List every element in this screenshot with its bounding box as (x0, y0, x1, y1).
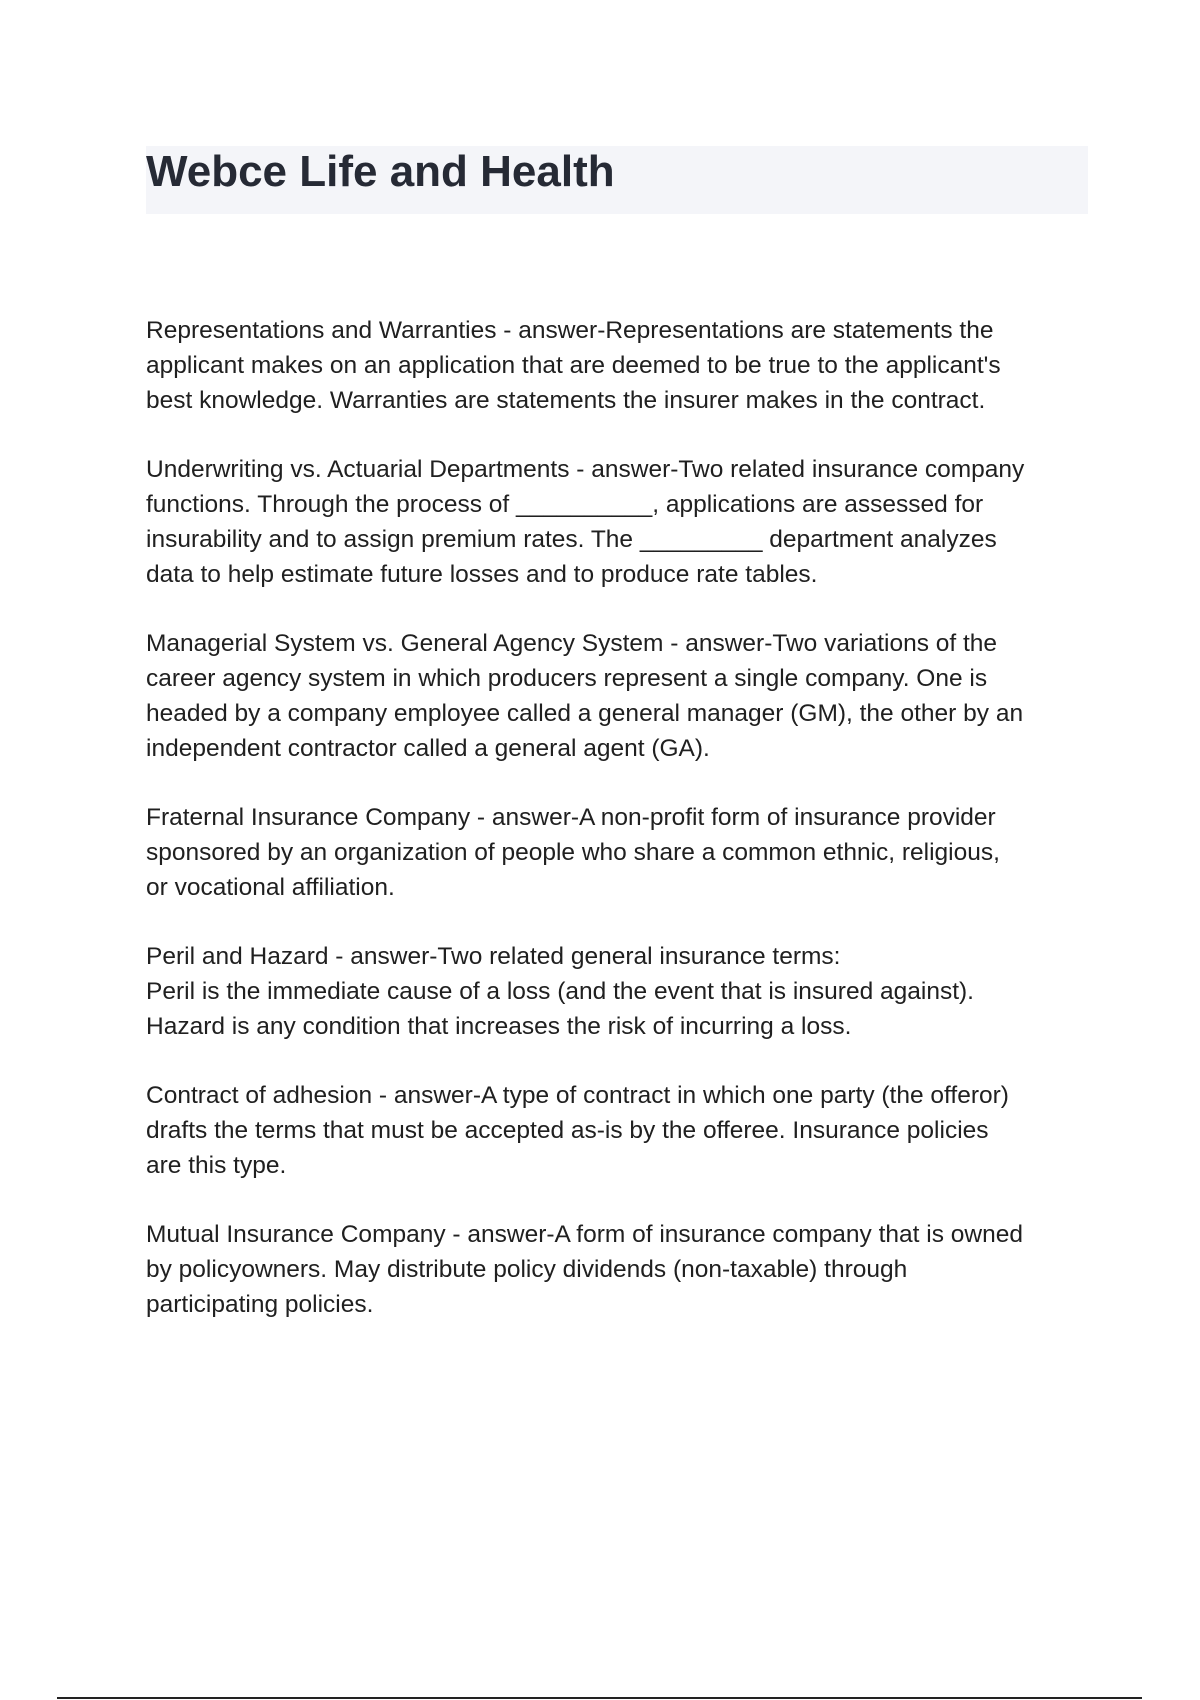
entry-line: Mutual Insurance Company - answer-A form of insurance company that is owned (146, 1221, 1023, 1248)
entry-line: Peril and Hazard - answer-Two related general insurance terms: (146, 943, 841, 970)
entry-line: drafts the terms that must be accepted as-is by the offeree. Insurance policies (146, 1117, 989, 1144)
title-banner (146, 146, 1088, 214)
page-title: Webce Life and Health (146, 147, 615, 196)
entry-line: Fraternal Insurance Company - answer-A non-profit form of insurance provider (146, 804, 996, 831)
entry-line: participating policies. (146, 1291, 374, 1318)
entry-mutual-insurance (146, 1217, 1096, 1322)
entry-line: Contract of adhesion - answer-A type of contract in which one party (the offeror) (146, 1082, 1009, 1109)
entry-underwriting-actuarial (146, 452, 1096, 592)
flashcard-list (146, 313, 1096, 1356)
entry-line: functions. Through the process of __________, applications are assessed for (146, 491, 984, 518)
entry-line: headed by a company employee called a general manager (GM), the other by an (146, 700, 1024, 727)
entry-representations-warranties (146, 313, 1096, 418)
entry-peril-hazard (146, 939, 1096, 1044)
entry-line: Hazard is any condition that increases the risk of incurring a loss. (146, 1013, 852, 1040)
entry-contract-of-adhesion (146, 1078, 1096, 1183)
entry-line: applicant makes on an application that are deemed to be true to the applicant's (146, 352, 1001, 379)
entry-line: career agency system in which producers represent a single company. One is (146, 665, 988, 692)
footer-divider (57, 1697, 1142, 1699)
entry-line: Representations and Warranties - answer-Representations are statements the (146, 317, 994, 344)
entry-managerial-general-agency (146, 626, 1096, 766)
entry-line: independent contractor called a general agent (GA). (146, 735, 710, 762)
entry-line: data to help estimate future losses and to produce rate tables. (146, 561, 818, 588)
entry-line: sponsored by an organization of people who share a common ethnic, religious, (146, 839, 1000, 866)
entry-line: best knowledge. Warranties are statements the insurer makes in the contract. (146, 387, 986, 414)
entry-line: or vocational affiliation. (146, 874, 395, 901)
entry-line: are this type. (146, 1152, 287, 1179)
entry-line: Peril is the immediate cause of a loss (and the event that is insured against). (146, 978, 974, 1005)
entry-line: Underwriting vs. Actuarial Departments - answer-Two related insurance company (146, 456, 1025, 483)
entry-line: insurability and to assign premium rates. The _________ department analyzes (146, 526, 997, 553)
entry-line: Managerial System vs. General Agency System - answer-Two variations of the (146, 630, 998, 657)
entry-line: by policyowners. May distribute policy dividends (non-taxable) through (146, 1256, 908, 1283)
entry-fraternal-insurance (146, 800, 1096, 905)
